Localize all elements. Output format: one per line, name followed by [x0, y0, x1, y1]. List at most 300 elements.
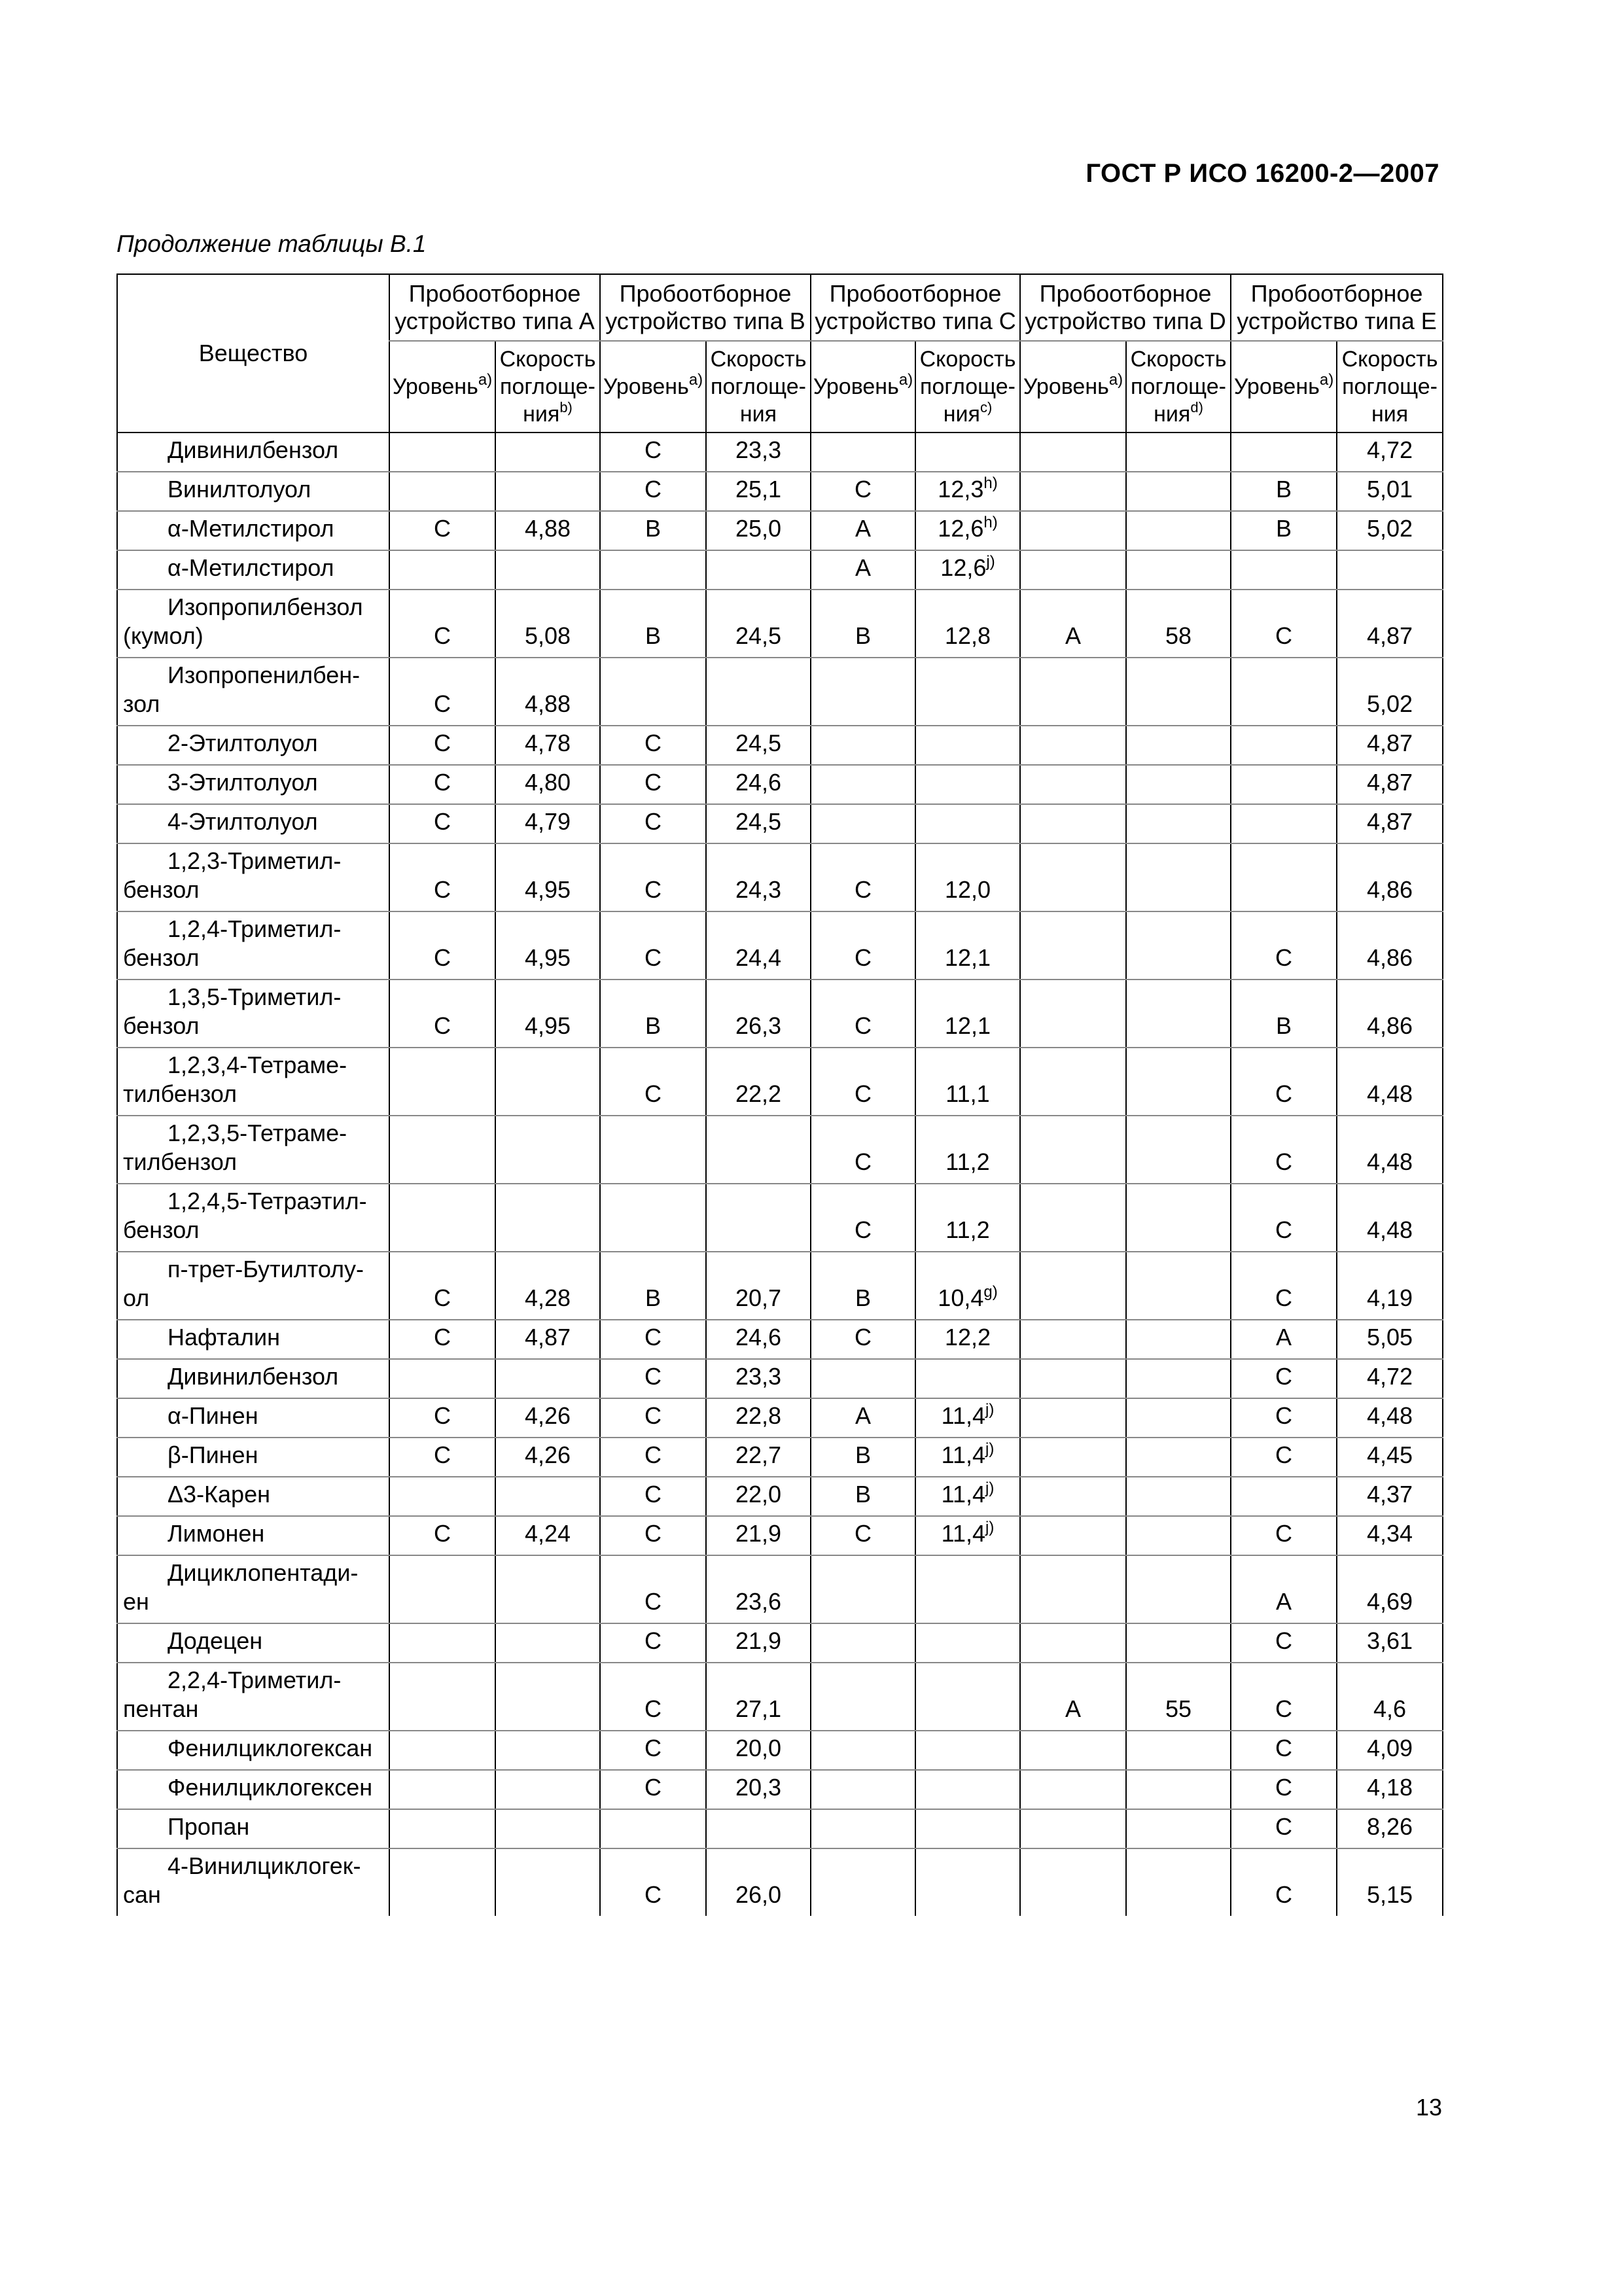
footnote-marker: j): [986, 553, 995, 571]
level-cell-a: [389, 1809, 495, 1848]
footnote-marker: j): [985, 1440, 995, 1458]
substance-name: Дивинилбензол: [117, 1359, 389, 1398]
level-header-a: Уровень$^{a)}$: [389, 341, 495, 433]
rate-cell-e: 4,48: [1337, 1048, 1443, 1116]
rate-cell-e: 4,48: [1337, 1398, 1443, 1438]
level-cell-e: C: [1231, 1252, 1337, 1320]
level-cell-b: C: [600, 1359, 706, 1398]
substance-name: [117, 911, 389, 980]
rate-cell-b: 25,0: [706, 511, 811, 550]
level-header-d: Уровень$^{a)}$: [1020, 341, 1126, 433]
level-cell-a: [389, 1477, 495, 1516]
table-row: [117, 911, 1443, 980]
rate-cell-e: 5,02: [1337, 658, 1443, 726]
level-cell-d: [1020, 1048, 1126, 1116]
table-row: [117, 1184, 1443, 1252]
rate-cell-c: 12,8: [915, 590, 1020, 658]
rate-cell-b: [706, 1184, 811, 1252]
level-cell-a: [389, 1048, 495, 1116]
table-row: [117, 1359, 1443, 1398]
level-cell-c: [811, 1848, 915, 1916]
level-cell-d: [1020, 1116, 1126, 1184]
substance-name-line: 1,2,3-Триметил-: [168, 847, 342, 874]
substance-name-line: бензол: [123, 1012, 200, 1039]
table-row: [117, 1555, 1443, 1623]
level-cell-c: A: [811, 1398, 915, 1438]
level-cell-a: C: [389, 1516, 495, 1555]
rate-cell-c: [915, 1555, 1020, 1623]
rate-header-d: Скорость поглоще- ния$^{d)}$: [1126, 341, 1231, 433]
rate-cell-c: 11,4$^{j)}$: [915, 1516, 1020, 1555]
table-row: [117, 1398, 1443, 1438]
page-number: 13: [1415, 2094, 1442, 2121]
rate-cell-d: [1126, 1048, 1231, 1116]
table-row: [117, 980, 1443, 1048]
level-cell-d: [1020, 433, 1126, 472]
level-cell-a: [389, 1848, 495, 1916]
table-row: [117, 1320, 1443, 1359]
rate-cell-d: [1126, 1477, 1231, 1516]
level-cell-e: [1231, 843, 1337, 911]
rate-cell-c: 10,4$^{g)}$: [915, 1252, 1020, 1320]
group-header-e: Пробоотборное устройство типа E: [1231, 274, 1443, 341]
rate-header-a: Скорость поглоще- ния$^{b)}$: [495, 341, 600, 433]
substance-name: [117, 980, 389, 1048]
level-cell-b: C: [600, 911, 706, 980]
rate-header-e: Скорость поглоще- ния: [1337, 341, 1443, 433]
substance-name: α-Метилстирол: [117, 550, 389, 590]
level-cell-e: C: [1231, 911, 1337, 980]
rate-cell-e: 5,01: [1337, 472, 1443, 511]
rate-cell-a: [495, 1184, 600, 1252]
table-row: [117, 1477, 1443, 1516]
level-cell-e: C: [1231, 1184, 1337, 1252]
footnote-marker: j): [985, 1519, 995, 1536]
substance-column-header: Вещество: [117, 274, 389, 433]
rate-cell-c: [915, 765, 1020, 804]
level-cell-e: C: [1231, 590, 1337, 658]
substance-name-line: пентан: [123, 1695, 199, 1722]
rate-cell-e: 5,15: [1337, 1848, 1443, 1916]
substance-name-line: 4-Винилциклогек-: [168, 1852, 361, 1879]
rate-cell-a: [495, 1555, 600, 1623]
level-cell-d: [1020, 804, 1126, 843]
rate-cell-b: 25,1: [706, 472, 811, 511]
table-row: [117, 590, 1443, 658]
rate-cell-a: [495, 1731, 600, 1770]
substance-name: Додецен: [117, 1623, 389, 1663]
table-row: [117, 726, 1443, 765]
rate-cell-a: 4,88: [495, 511, 600, 550]
rate-cell-b: 24,6: [706, 765, 811, 804]
table-row: [117, 1809, 1443, 1848]
substance-name: [117, 1116, 389, 1184]
rate-cell-b: 22,2: [706, 1048, 811, 1116]
substance-name-line: (кумол): [123, 622, 203, 649]
rate-cell-d: [1126, 1252, 1231, 1320]
table-caption: Продолжение таблицы B.1: [116, 230, 427, 257]
rate-cell-e: 8,26: [1337, 1809, 1443, 1848]
level-cell-b: C: [600, 1320, 706, 1359]
rate-cell-d: [1126, 843, 1231, 911]
substance-name-line: 2,2,4-Триметил-: [168, 1667, 342, 1693]
rate-cell-d: [1126, 1184, 1231, 1252]
level-cell-a: C: [389, 1398, 495, 1438]
table-row: [117, 1731, 1443, 1770]
rate-cell-c: 11,1: [915, 1048, 1020, 1116]
rate-cell-d: [1126, 765, 1231, 804]
rate-cell-c: [915, 804, 1020, 843]
level-cell-d: [1020, 1623, 1126, 1663]
footnote-marker: a): [1319, 371, 1334, 389]
footnote-marker: j): [985, 1401, 995, 1419]
rate-cell-a: [495, 433, 600, 472]
rate-cell-a: [495, 1477, 600, 1516]
rate-cell-c: 12,6$^{j)}$: [915, 550, 1020, 590]
level-cell-d: [1020, 1320, 1126, 1359]
table-row: [117, 433, 1443, 472]
level-cell-c: A: [811, 511, 915, 550]
rate-cell-d: [1126, 804, 1231, 843]
substance-name-line: 1,2,4,5-Тетраэтил-: [168, 1188, 367, 1214]
level-cell-d: [1020, 1359, 1126, 1398]
rate-cell-a: [495, 550, 600, 590]
substance-name-line: 1,2,4-Триметил-: [168, 915, 342, 942]
level-header-b: Уровень$^{a)}$: [600, 341, 706, 433]
substance-name: α-Метилстирол: [117, 511, 389, 550]
table-row: [117, 1663, 1443, 1731]
footnote-marker: h): [983, 514, 998, 531]
rate-cell-c: [915, 726, 1020, 765]
rate-cell-a: [495, 1048, 600, 1116]
rate-cell-b: 24,5: [706, 590, 811, 658]
rate-cell-b: 22,7: [706, 1438, 811, 1477]
level-cell-d: [1020, 980, 1126, 1048]
level-cell-d: [1020, 765, 1126, 804]
level-header-e: Уровень$^{a)}$: [1231, 341, 1337, 433]
level-cell-d: [1020, 1516, 1126, 1555]
rate-cell-e: 4,45: [1337, 1438, 1443, 1477]
rate-cell-e: 4,09: [1337, 1731, 1443, 1770]
rate-cell-d: 58: [1126, 590, 1231, 658]
table-row: [117, 1848, 1443, 1916]
level-cell-e: C: [1231, 1398, 1337, 1438]
level-cell-c: C: [811, 1116, 915, 1184]
rate-cell-b: [706, 1116, 811, 1184]
rate-cell-b: 24,5: [706, 726, 811, 765]
footnote-marker: a): [898, 371, 913, 389]
data-table: [116, 274, 1443, 1916]
table-row: [117, 1438, 1443, 1477]
rate-cell-e: 4,34: [1337, 1516, 1443, 1555]
table-row: [117, 1623, 1443, 1663]
footnote-marker: h): [983, 474, 998, 492]
rate-cell-c: 12,0: [915, 843, 1020, 911]
rate-cell-e: 5,02: [1337, 511, 1443, 550]
level-cell-a: C: [389, 726, 495, 765]
rate-cell-e: 4,86: [1337, 911, 1443, 980]
substance-name-line: ол: [123, 1284, 150, 1311]
level-cell-c: [811, 1731, 915, 1770]
level-cell-b: C: [600, 472, 706, 511]
substance-name-line: Дициклопентади-: [168, 1559, 359, 1586]
rate-cell-c: 12,1: [915, 980, 1020, 1048]
level-cell-b: C: [600, 843, 706, 911]
level-cell-a: C: [389, 911, 495, 980]
rate-cell-d: [1126, 1359, 1231, 1398]
level-cell-b: C: [600, 1848, 706, 1916]
level-cell-c: [811, 1359, 915, 1398]
substance-name-line: Изопропенилбен-: [168, 662, 361, 688]
rate-cell-b: 22,0: [706, 1477, 811, 1516]
level-cell-a: C: [389, 1438, 495, 1477]
rate-cell-b: 24,6: [706, 1320, 811, 1359]
level-cell-c: C: [811, 843, 915, 911]
level-cell-b: C: [600, 1731, 706, 1770]
level-cell-b: C: [600, 1663, 706, 1731]
level-cell-b: C: [600, 1516, 706, 1555]
level-cell-b: B: [600, 511, 706, 550]
rate-cell-a: 4,26: [495, 1438, 600, 1477]
rate-cell-c: 11,4$^{j)}$: [915, 1438, 1020, 1477]
rate-cell-d: [1126, 1731, 1231, 1770]
rate-cell-d: [1126, 726, 1231, 765]
level-cell-c: B: [811, 590, 915, 658]
substance-name-line: 1,3,5-Триметил-: [168, 983, 342, 1010]
level-cell-b: B: [600, 980, 706, 1048]
level-cell-d: [1020, 1770, 1126, 1809]
rate-cell-b: [706, 550, 811, 590]
substance-name-line: 1,2,3,5-Тетраме-: [168, 1120, 347, 1146]
level-cell-c: [811, 1555, 915, 1623]
rate-cell-a: [495, 472, 600, 511]
substance-name-line: бензол: [123, 1216, 200, 1243]
level-cell-d: [1020, 1848, 1126, 1916]
substance-name: [117, 1184, 389, 1252]
level-cell-a: C: [389, 1252, 495, 1320]
rate-cell-b: 27,1: [706, 1663, 811, 1731]
rate-cell-e: 3,61: [1337, 1623, 1443, 1663]
level-cell-c: [811, 658, 915, 726]
rate-cell-b: 21,9: [706, 1516, 811, 1555]
level-cell-a: [389, 1116, 495, 1184]
substance-name-line: бензол: [123, 944, 200, 971]
substance-name: Δ3-Карен: [117, 1477, 389, 1516]
rate-cell-d: [1126, 980, 1231, 1048]
footnote-marker: a): [688, 371, 703, 389]
level-cell-a: [389, 1623, 495, 1663]
rate-cell-b: 23,3: [706, 433, 811, 472]
rate-cell-a: 4,87: [495, 1320, 600, 1359]
substance-name-line: Изопропилбензол: [168, 593, 363, 620]
level-cell-b: B: [600, 1252, 706, 1320]
level-cell-e: [1231, 433, 1337, 472]
level-cell-d: [1020, 658, 1126, 726]
rate-cell-b: 23,3: [706, 1359, 811, 1398]
level-cell-a: [389, 1731, 495, 1770]
substance-name: 3-Этилтолуол: [117, 765, 389, 804]
level-cell-c: B: [811, 1252, 915, 1320]
level-cell-e: B: [1231, 511, 1337, 550]
substance-name: [117, 1848, 389, 1916]
level-cell-d: [1020, 472, 1126, 511]
level-cell-c: [811, 433, 915, 472]
level-cell-b: [600, 1116, 706, 1184]
level-cell-c: C: [811, 1516, 915, 1555]
rate-cell-b: 22,8: [706, 1398, 811, 1438]
substance-name: Винилтолуол: [117, 472, 389, 511]
rate-cell-d: [1126, 1809, 1231, 1848]
rate-header-c: Скорость поглоще- ния$^{c)}$: [915, 341, 1020, 433]
rate-cell-d: [1126, 433, 1231, 472]
rate-cell-d: [1126, 911, 1231, 980]
level-cell-a: C: [389, 590, 495, 658]
rate-cell-a: 4,79: [495, 804, 600, 843]
rate-cell-d: 55: [1126, 1663, 1231, 1731]
level-cell-c: [811, 804, 915, 843]
level-cell-d: [1020, 550, 1126, 590]
level-cell-d: [1020, 1555, 1126, 1623]
rate-cell-b: 21,9: [706, 1623, 811, 1663]
level-cell-b: [600, 550, 706, 590]
rate-cell-b: [706, 1809, 811, 1848]
rate-cell-e: 4,87: [1337, 590, 1443, 658]
table-row: [117, 1252, 1443, 1320]
level-cell-c: A: [811, 550, 915, 590]
level-cell-a: [389, 1184, 495, 1252]
level-cell-c: C: [811, 472, 915, 511]
level-cell-e: [1231, 658, 1337, 726]
rate-cell-d: [1126, 1438, 1231, 1477]
rate-cell-a: 4,95: [495, 980, 600, 1048]
rate-cell-e: [1337, 550, 1443, 590]
substance-name-line: ен: [123, 1588, 149, 1615]
substance-name: [117, 658, 389, 726]
level-cell-e: C: [1231, 1770, 1337, 1809]
rate-cell-c: 11,2: [915, 1184, 1020, 1252]
rate-cell-a: [495, 1848, 600, 1916]
level-cell-e: C: [1231, 1048, 1337, 1116]
substance-name-line: п-трет-Бутилтолу-: [168, 1256, 364, 1282]
substance-name: [117, 1252, 389, 1320]
rate-cell-d: [1126, 1116, 1231, 1184]
level-cell-a: [389, 1359, 495, 1398]
level-cell-d: [1020, 1252, 1126, 1320]
level-cell-e: [1231, 804, 1337, 843]
table-row: [117, 1116, 1443, 1184]
rate-cell-e: 4,87: [1337, 765, 1443, 804]
level-cell-c: C: [811, 980, 915, 1048]
substance-name: 4-Этилтолуол: [117, 804, 389, 843]
rate-cell-c: [915, 433, 1020, 472]
rate-cell-a: [495, 1663, 600, 1731]
rate-cell-e: 4,72: [1337, 433, 1443, 472]
rate-cell-e: 4,37: [1337, 1477, 1443, 1516]
rate-cell-b: 26,3: [706, 980, 811, 1048]
level-cell-d: A: [1020, 1663, 1126, 1731]
rate-cell-e: 4,48: [1337, 1116, 1443, 1184]
substance-name: Фенилциклогексен: [117, 1770, 389, 1809]
footnote-marker: b): [559, 399, 573, 415]
rate-cell-b: 24,3: [706, 843, 811, 911]
level-cell-d: [1020, 1438, 1126, 1477]
rate-cell-e: 5,05: [1337, 1320, 1443, 1359]
level-cell-b: C: [600, 1477, 706, 1516]
table-row: [117, 1770, 1443, 1809]
rate-cell-d: [1126, 1516, 1231, 1555]
level-cell-a: C: [389, 980, 495, 1048]
rate-cell-d: [1126, 1623, 1231, 1663]
level-cell-e: A: [1231, 1555, 1337, 1623]
table-row: [117, 804, 1443, 843]
rate-cell-a: [495, 1809, 600, 1848]
table-row: [117, 550, 1443, 590]
level-cell-e: C: [1231, 1516, 1337, 1555]
table-row: [117, 765, 1443, 804]
level-cell-b: C: [600, 1770, 706, 1809]
level-cell-d: [1020, 511, 1126, 550]
rate-cell-d: [1126, 511, 1231, 550]
table-row: [117, 658, 1443, 726]
level-cell-e: A: [1231, 1320, 1337, 1359]
level-cell-c: B: [811, 1477, 915, 1516]
substance-name: [117, 843, 389, 911]
level-cell-b: [600, 658, 706, 726]
level-cell-d: [1020, 1809, 1126, 1848]
level-cell-d: [1020, 843, 1126, 911]
level-cell-a: C: [389, 843, 495, 911]
table-row: [117, 511, 1443, 550]
rate-cell-e: 4,72: [1337, 1359, 1443, 1398]
level-cell-b: B: [600, 590, 706, 658]
level-cell-e: C: [1231, 1663, 1337, 1731]
level-cell-c: [811, 1770, 915, 1809]
level-cell-c: [811, 765, 915, 804]
rate-cell-e: 4,87: [1337, 726, 1443, 765]
substance-name-line: зол: [123, 690, 160, 717]
rate-cell-a: 4,78: [495, 726, 600, 765]
level-cell-a: [389, 1663, 495, 1731]
substance-name: [117, 590, 389, 658]
rate-cell-a: 5,08: [495, 590, 600, 658]
rate-cell-a: 4,95: [495, 911, 600, 980]
level-cell-b: [600, 1184, 706, 1252]
rate-cell-c: 12,3$^{h)}$: [915, 472, 1020, 511]
substance-name-line: тилбензол: [123, 1148, 238, 1175]
level-cell-e: C: [1231, 1116, 1337, 1184]
footnote-marker: j): [985, 1479, 995, 1497]
rate-cell-d: [1126, 550, 1231, 590]
group-header-c: Пробоотборное устройство типа C: [811, 274, 1020, 341]
footnote-marker: a): [1108, 371, 1123, 389]
rate-cell-b: 24,4: [706, 911, 811, 980]
rate-cell-c: 11,4$^{j)}$: [915, 1398, 1020, 1438]
level-cell-b: C: [600, 433, 706, 472]
rate-cell-b: 20,7: [706, 1252, 811, 1320]
rate-cell-a: 4,28: [495, 1252, 600, 1320]
table-row: [117, 1516, 1443, 1555]
substance-name-line: тилбензол: [123, 1080, 238, 1107]
level-cell-e: C: [1231, 1438, 1337, 1477]
substance-name: Лимонен: [117, 1516, 389, 1555]
rate-cell-c: 12,6$^{h)}$: [915, 511, 1020, 550]
rate-cell-e: 4,19: [1337, 1252, 1443, 1320]
level-cell-c: [811, 1663, 915, 1731]
level-cell-a: C: [389, 804, 495, 843]
substance-name: [117, 1048, 389, 1116]
substance-name: 2-Этилтолуол: [117, 726, 389, 765]
rate-cell-b: 24,5: [706, 804, 811, 843]
